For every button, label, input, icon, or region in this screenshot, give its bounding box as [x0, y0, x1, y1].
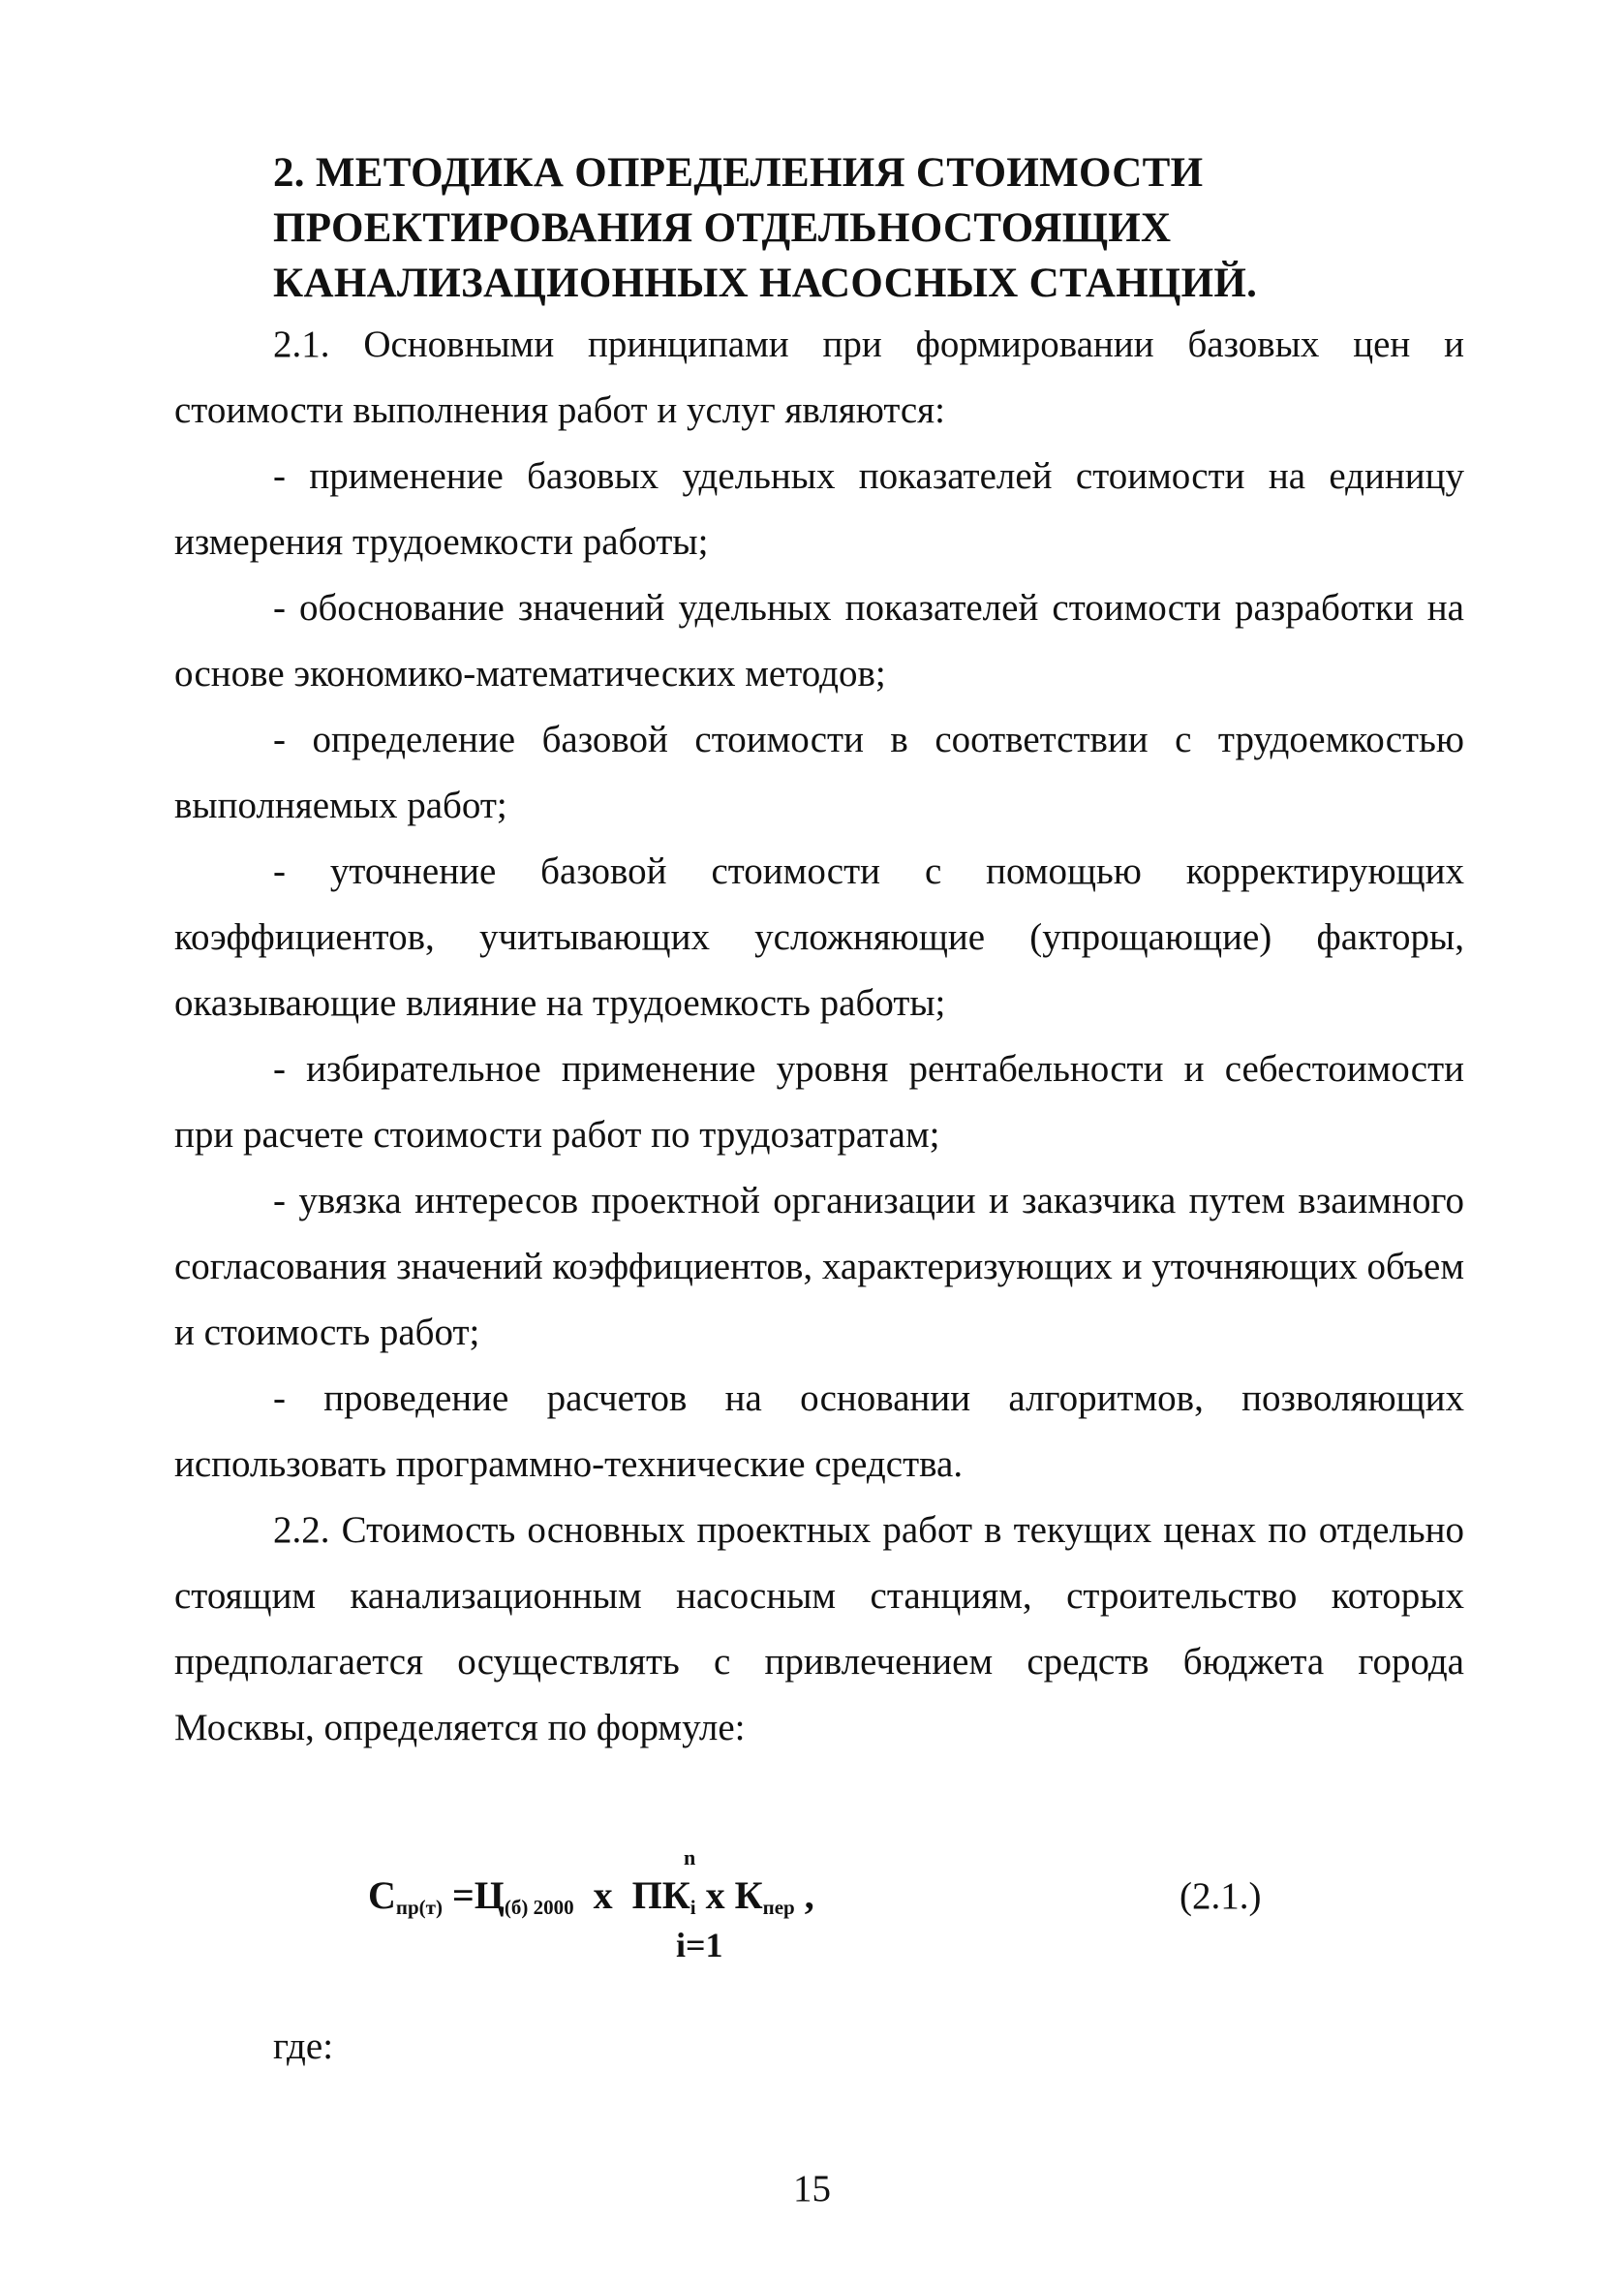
- formula-2-1: [368, 1845, 1336, 1971]
- paragraph-2-1: 2.1. Основными принципами при формировании базовых цен и стоимости выполнения работ и услуг являются:: [174, 324, 1464, 431]
- list-item-justification: - обоснование значений удельных показателей стоимости разработки на основе экономико-математических методов;: [174, 587, 1464, 695]
- where-label: где:: [273, 2025, 334, 2067]
- section-heading: [273, 145, 1455, 311]
- base-price-symbol: =Ц: [442, 1873, 505, 1917]
- formula-number: (2.1.): [1180, 1875, 1262, 1917]
- product-lower-limit: i=1: [676, 1926, 723, 1964]
- body-text: [174, 312, 1464, 1761]
- cost-subscript: пр(т): [395, 1896, 443, 1919]
- page-number: 15: [793, 2168, 831, 2210]
- formula-comma: ,: [794, 1873, 814, 1917]
- k-subscript: i: [689, 1896, 696, 1919]
- list-item-correction-factors: - уточнение базовой стоимости с помощью корректирующих коэффициентов, учитывающих усложняющие (упрощающие) факторы, оказывающие влияние на трудоемкость работы;: [174, 850, 1464, 1024]
- base-price-subscript: (б) 2000: [504, 1896, 574, 1919]
- cost-symbol: С: [368, 1873, 396, 1917]
- heading-line-2: ПРОЕКТИРОВАНИЯ ОТДЕЛЬНОСТОЯЩИХ: [273, 205, 1172, 251]
- list-item-interests: - увязка интересов проектной организации и заказчика путем взаимного согласования значений коэффициентов, характеризующих и уточняющих объем и стоимость работ;: [174, 1180, 1464, 1353]
- k-per-subscript: пер: [762, 1896, 795, 1919]
- paragraph-2-2: 2.2. Стоимость основных проектных работ в текущих ценах по отдельно стоящим канализационным насосным станциям, строительство которых предполагается осуществлять с привлечением средств бюджета города Москвы, определяется по формуле:: [174, 1509, 1464, 1748]
- k-per-symbol: х К: [695, 1873, 763, 1917]
- formula-expression: [368, 1872, 814, 1920]
- multiply-sign: х: [573, 1873, 632, 1917]
- product-upper-limit: n: [684, 1845, 696, 1870]
- product-symbol: ПК: [631, 1873, 690, 1917]
- list-item-algorithms: - проведение расчетов на основании алгоритмов, позволяющих использовать программно-технические средства.: [174, 1377, 1464, 1485]
- heading-line-1: 2. МЕТОДИКА ОПРЕДЕЛЕНИЯ СТОИМОСТИ: [273, 150, 1204, 196]
- list-item-base-cost: - определение базовой стоимости в соответствии с трудоемкостью выполняемых работ;: [174, 719, 1464, 826]
- list-item-unit-indicators: - применение базовых удельных показателей стоимости на единицу измерения трудоемкости работы;: [174, 455, 1464, 563]
- list-item-profitability: - избирательное применение уровня рентабельности и себестоимости при расчете стоимости работ по трудозатратам;: [174, 1048, 1464, 1156]
- heading-line-3: КАНАЛИЗАЦИОННЫХ НАСОСНЫХ СТАНЦИЙ.: [273, 261, 1258, 306]
